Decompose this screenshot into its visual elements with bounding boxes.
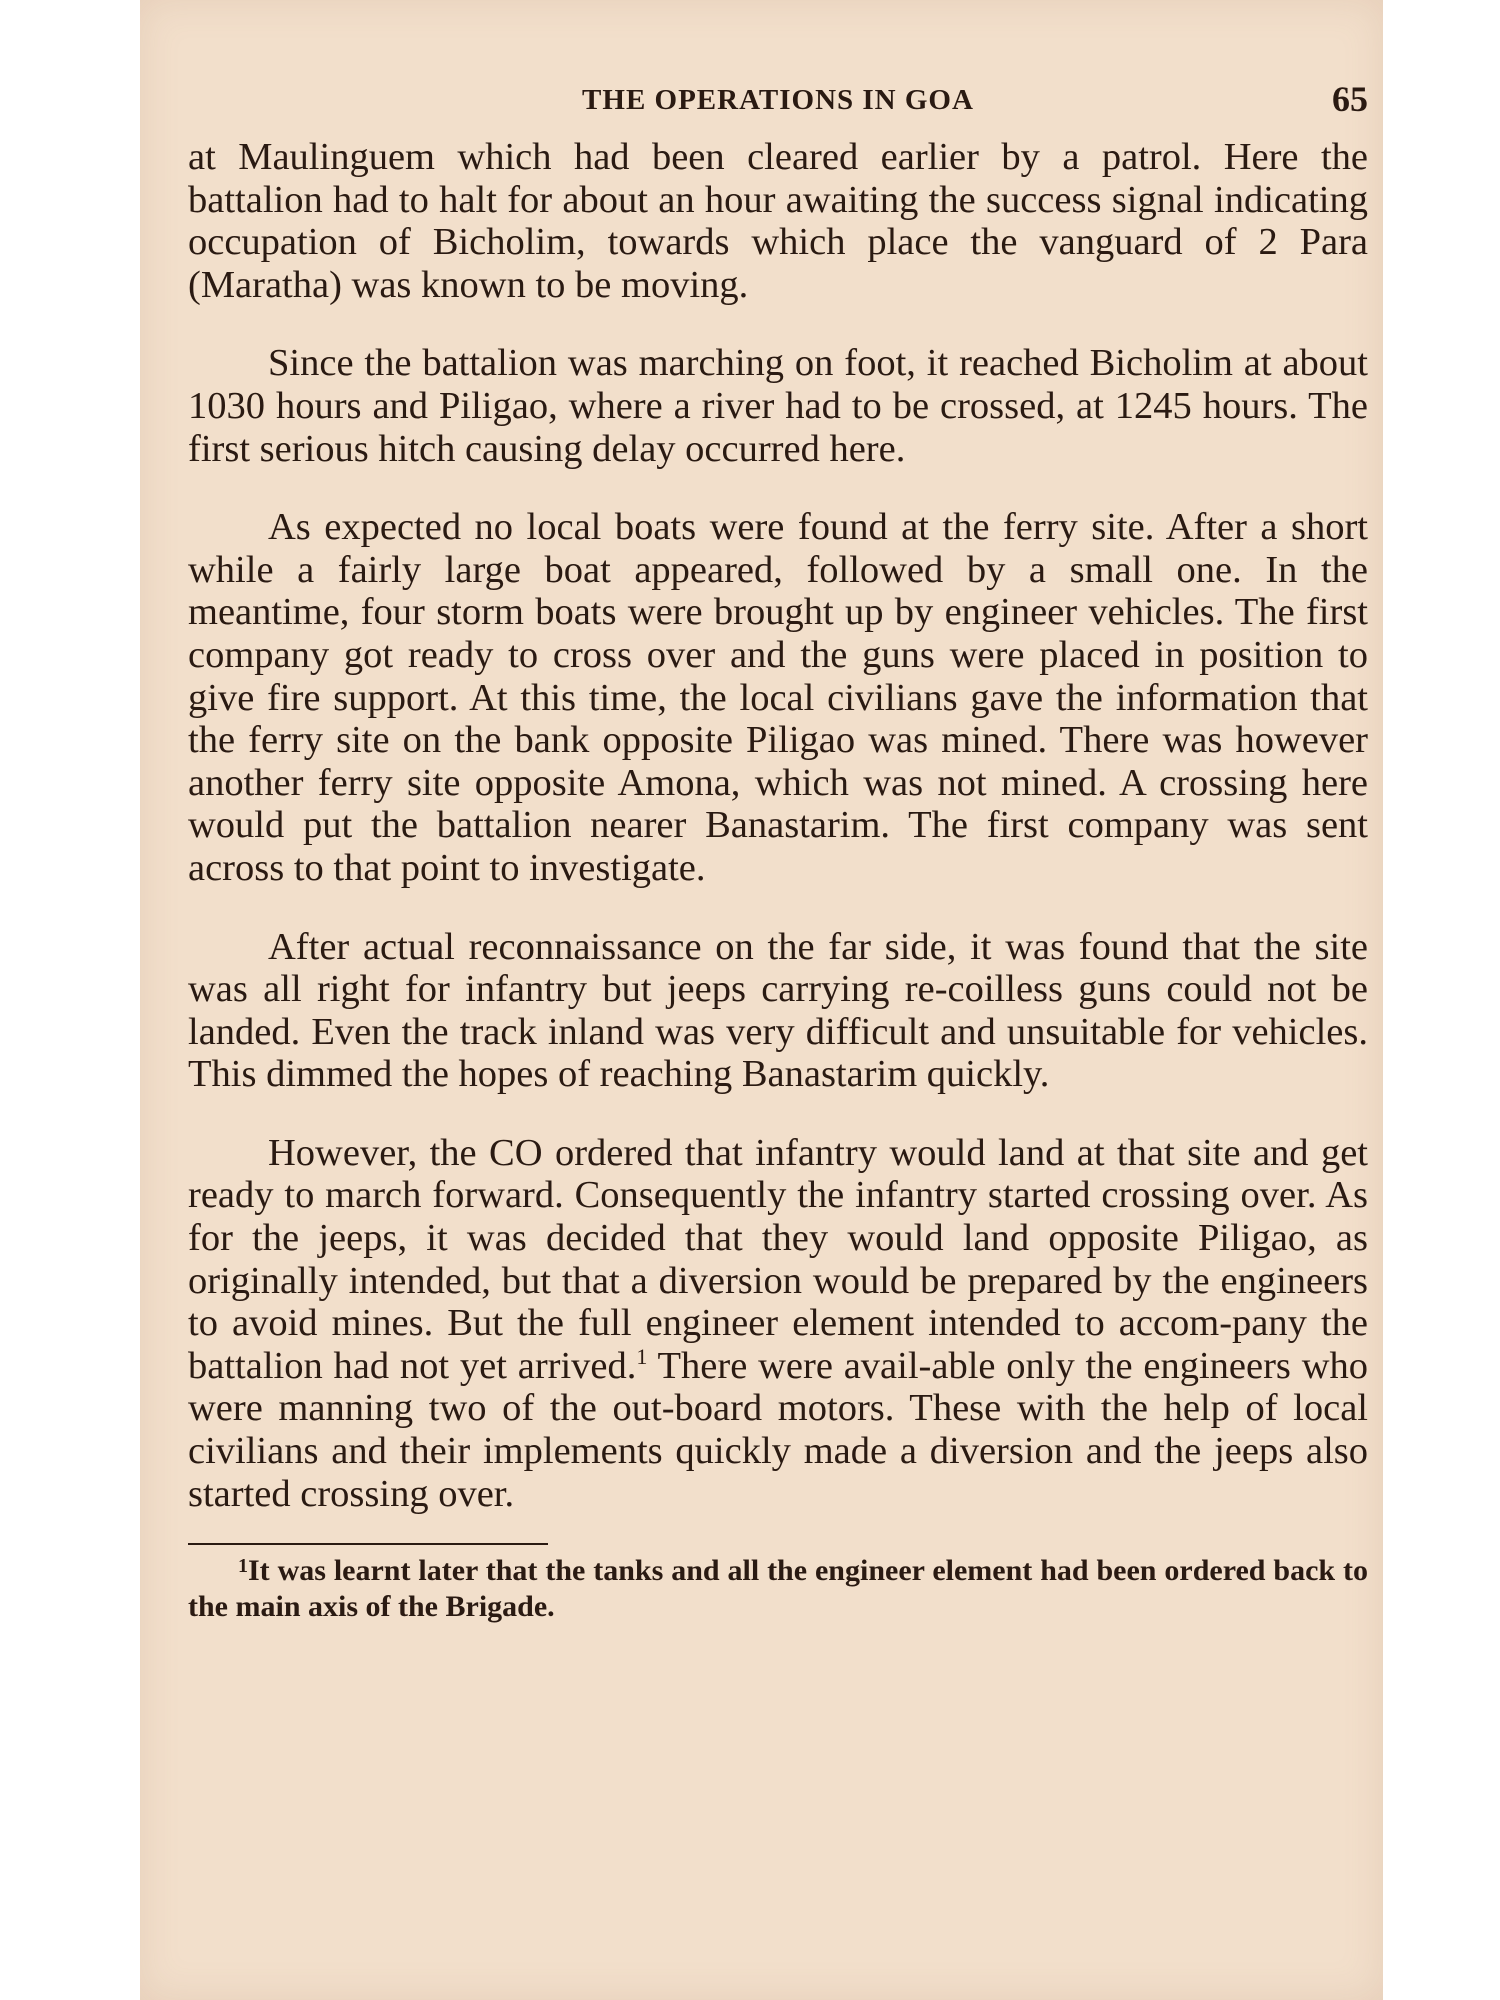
footnote-marker: 1	[238, 1555, 248, 1578]
paragraph-3: As expected no local boats were found at the ferry site. After a short while a fairly large boat appeared, followed by a small one. In the meantime, four storm boats were brought up by engineer vehicles. The first company got ready to cross over and the guns were placed in position to give fire support. At this time, the local civilians gave the information that the ferry site on the bank opposite Piligao was mined. There was however another ferry site opposite Amona, which was not mined. A crossing here would put the battalion nearer Banastarim. The first company was sent across to that point to investigate.	[188, 506, 1368, 889]
footnote-rule	[188, 1543, 548, 1545]
paragraph-5-continued: There were avail-able only the engineers who were manning two of the out-board motors. These with the help of local civilians and their implements quickly made a diversion and the jeeps also started crossing over.	[188, 1344, 1368, 1515]
running-head	[188, 70, 1368, 130]
paragraph-1: at Maulinguem which had been cleared earlier by a patrol. Here the battalion had to halt for about an hour awaiting the success signal indicating occupation of Bicholim, towards which place the vanguard of 2 Para (Maratha) was known to be moving.	[188, 136, 1368, 306]
footnote-ref-marker: 1	[636, 1343, 648, 1369]
book-page	[140, 0, 1383, 2000]
text-block	[188, 70, 1368, 1625]
paragraph-5-text: However, the CO ordered that infantry would land at that site and get ready to march forward. Consequently the infantry started crossing over. As for the jeeps, it was decided that they would land opposite Piligao, as originally intended, but that a diversion would be prepared by the engineers to avoid mines. But the full engineer element intended to accom-pany the battalion had not yet arrived.	[188, 1131, 1368, 1387]
page-number: 65	[1332, 79, 1368, 119]
paragraph-4: After actual reconnaissance on the far side, it was found that the site was all right for infantry but jeeps carrying re-coilless guns could not be landed. Even the track inland was very difficult and unsuitable for vehicles. This dimmed the hopes of reaching Banastarim quickly.	[188, 925, 1368, 1096]
paragraph-5	[188, 1132, 1368, 1515]
footnote	[188, 1553, 1368, 1625]
running-title: THE OPERATIONS IN GOA	[582, 84, 974, 116]
footnote-text: It was learnt later that the tanks and all the engineer element had been ordered back to the main axis of the Brigade.	[188, 1554, 1368, 1624]
paragraph-2: Since the battalion was marching on foot, it reached Bicholim at about 1030 hours and Piligao, where a river had to be crossed, at 1245 hours. The first serious hitch causing delay occurred here.	[188, 342, 1368, 470]
